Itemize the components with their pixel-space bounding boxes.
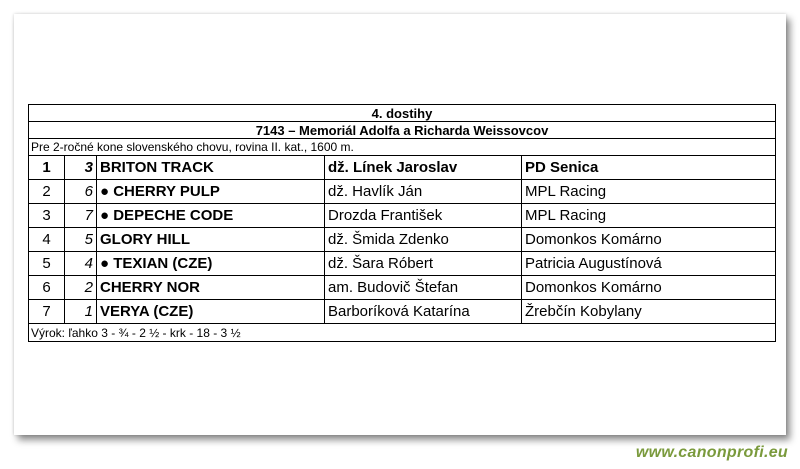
race-conditions-row [29,139,775,156]
number-cell: 7 [65,204,97,227]
race-subtitle: 7143 – Memoriál Adolfa a Richarda Weissovcov [255,122,549,138]
jockey-cell: Drozda František [325,204,522,227]
owner-cell: Žrebčín Kobylany [525,303,642,320]
horse-cell: VERYA (CZE) [97,300,325,323]
place-cell: 7 [29,300,65,323]
place-cell: 4 [29,228,65,251]
horse-cell: ● TEXIAN (CZE) [97,252,325,275]
table-row [29,204,775,228]
number-cell: 5 [65,228,97,251]
watermark: www.canonprofi.eu [635,444,788,461]
jockey-cell: dž. Šmida Zdenko [325,228,522,251]
table-row [29,276,775,300]
horse-cell: ● DEPECHE CODE [97,204,325,227]
race-conditions: Pre 2-ročné kone slovenského chovu, rovina II. kat., 1600 m. [31,140,354,154]
jockey-cell: dž. Línek Jaroslav [325,156,522,179]
owner-cell: MPL Racing [525,207,607,224]
owner-cell: Patricia Augustínová [525,255,662,272]
place-cell: 1 [29,156,65,179]
owner-cell: PD Senica [525,159,599,176]
place-cell: 5 [29,252,65,275]
table-row [29,252,775,276]
horse-cell: CHERRY NOR [97,276,325,299]
number-cell: 6 [65,180,97,203]
number-cell: 4 [65,252,97,275]
margins-text: Výrok: ľahko 3 - ¾ - 2 ½ - krk - 18 - 3 ½ [31,325,241,340]
owner-cell: MPL Racing [525,183,607,200]
jockey-cell: dž. Havlík Ján [325,180,522,203]
number-cell: 1 [65,300,97,323]
race-title: 4. dostihy [371,105,433,121]
margins-row [29,324,775,341]
jockey-cell: am. Budovič Štefan [325,276,522,299]
table-row [29,156,775,180]
race-subtitle-row [29,122,775,139]
number-cell: 3 [65,156,97,179]
place-cell: 6 [29,276,65,299]
jockey-cell: Barboríková Katarína [325,300,522,323]
horse-cell: ● CHERRY PULP [97,180,325,203]
table-row [29,228,775,252]
place-cell: 2 [29,180,65,203]
place-cell: 3 [29,204,65,227]
owner-cell: Domonkos Komárno [525,279,662,296]
table-row [29,180,775,204]
horse-cell: BRITON TRACK [97,156,325,179]
number-cell: 2 [65,276,97,299]
table-row [29,300,775,324]
results-table [28,104,776,342]
jockey-cell: dž. Šara Róbert [325,252,522,275]
horse-cell: GLORY HILL [97,228,325,251]
owner-cell: Domonkos Komárno [525,231,662,248]
race-title-row [29,105,775,122]
